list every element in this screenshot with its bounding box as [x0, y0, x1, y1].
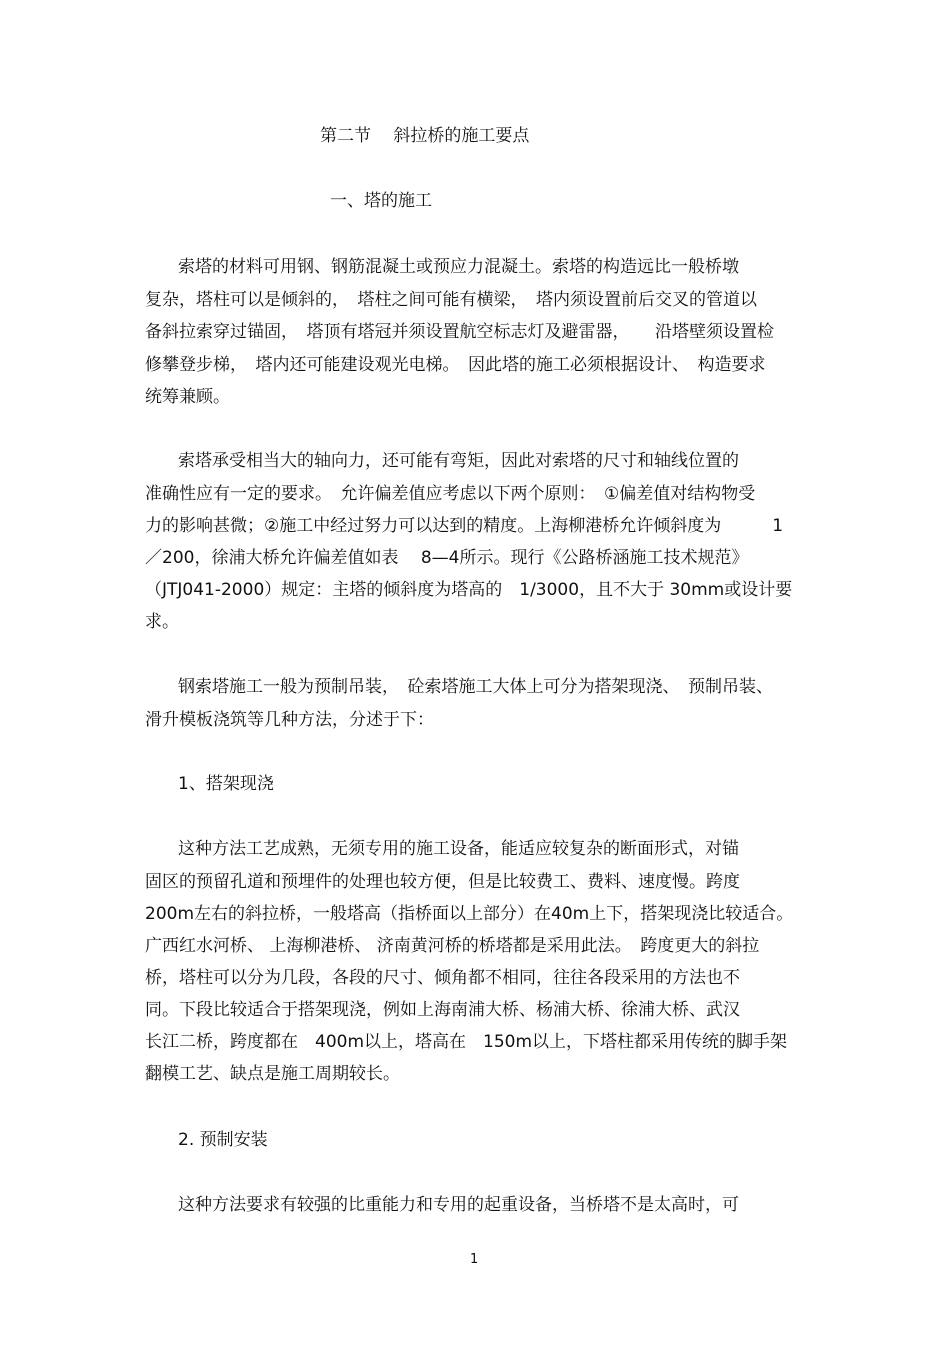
paragraph-4-line: 这种方法工艺成熟，无须专用的施工设备，能适应较复杂的断面形式，对锚	[178, 839, 739, 859]
paragraph-3-line: 钢索塔施工一般为预制吊装， 砼索塔施工大体上可分为搭架现浇、 预制吊装、	[178, 677, 773, 697]
paragraph-1-line: 备斜拉索穿过锚固， 塔顶有塔冠并须设置航空标志灯及避雷器， 沿塔壁须设置检	[145, 322, 774, 342]
paragraph-2-line: 求。	[145, 612, 179, 632]
paragraph-1-line: 统筹兼顾。	[145, 387, 230, 407]
page-number: 1	[470, 1252, 479, 1267]
method-heading-1: 1、搭架现浇	[178, 774, 274, 794]
paragraph-1-line: 复杂，塔柱可以是倾斜的， 塔柱之间可能有横梁， 塔内须设置前后交叉的管道以	[145, 290, 757, 310]
paragraph-3-line: 滑升模板浇筑等几种方法，分述于下：	[145, 710, 434, 730]
paragraph-4-line: 翻模工艺、缺点是施工周期较长。	[145, 1064, 400, 1084]
paragraph-2-line: 力的影响甚微；②施工中经过努力可以达到的精度。上海柳港桥允许倾斜度为 1	[145, 516, 784, 536]
method-heading-2: 2. 预制安装	[178, 1130, 268, 1150]
paragraph-4-line: 桥，塔柱可以分为几段，各段的尺寸、倾角都不相同，往往各段采用的方法也不	[145, 968, 740, 988]
paragraph-1-line: 修攀登步梯， 塔内还可能建设观光电梯。 因此塔的施工必须根据设计、 构造要求	[145, 355, 766, 375]
paragraph-1-line: 索塔的材料可用钢、钢筋混凝土或预应力混凝土。索塔的构造远比一般桥墩	[178, 257, 739, 277]
paragraph-4-line: 固区的预留孔道和预埋件的处理也较方便，但是比较费工、费料、速度慢。跨度	[145, 872, 740, 892]
paragraph-2-line: ／200，徐浦大桥允许偏差值如表 8—4所示。现行《公路桥涵施工技术规范》	[145, 548, 749, 568]
section-title: 第二节 斜拉桥的施工要点	[320, 126, 530, 146]
paragraph-4-line: 同。下段比较适合于搭架现浇，例如上海南浦大桥、杨浦大桥、徐浦大桥、武汉	[145, 1000, 740, 1020]
paragraph-4-line: 200m左右的斜拉桥，一般塔高（指桥面以上部分）在40m上下，搭架现浇比较适合。	[145, 904, 794, 924]
paragraph-4-line: 广西红水河桥、 上海柳港桥、 济南黄河桥的桥塔都是采用此法。 跨度更大的斜拉	[145, 936, 760, 956]
paragraph-2-line: 准确性应有一定的要求。 允许偏差值应考虑以下两个原则： ①偏差值对结构物受	[145, 484, 756, 504]
paragraph-5-line: 这种方法要求有较强的比重能力和专用的起重设备，当桥塔不是太高时，可	[178, 1195, 739, 1215]
paragraph-4-line: 长江二桥，跨度都在 400m以上，塔高在 150m以上，下塔柱都采用传统的脚手架	[145, 1032, 788, 1052]
subsection-title: 一、塔的施工	[330, 191, 432, 211]
paragraph-2-line: （JTJ041-2000）规定：主塔的倾斜度为塔高的 1/3000，且不大于 30mm或设计要	[145, 580, 793, 600]
paragraph-2-line: 索塔承受相当大的轴向力，还可能有弯矩，因此对索塔的尺寸和轴线位置的	[178, 451, 739, 471]
